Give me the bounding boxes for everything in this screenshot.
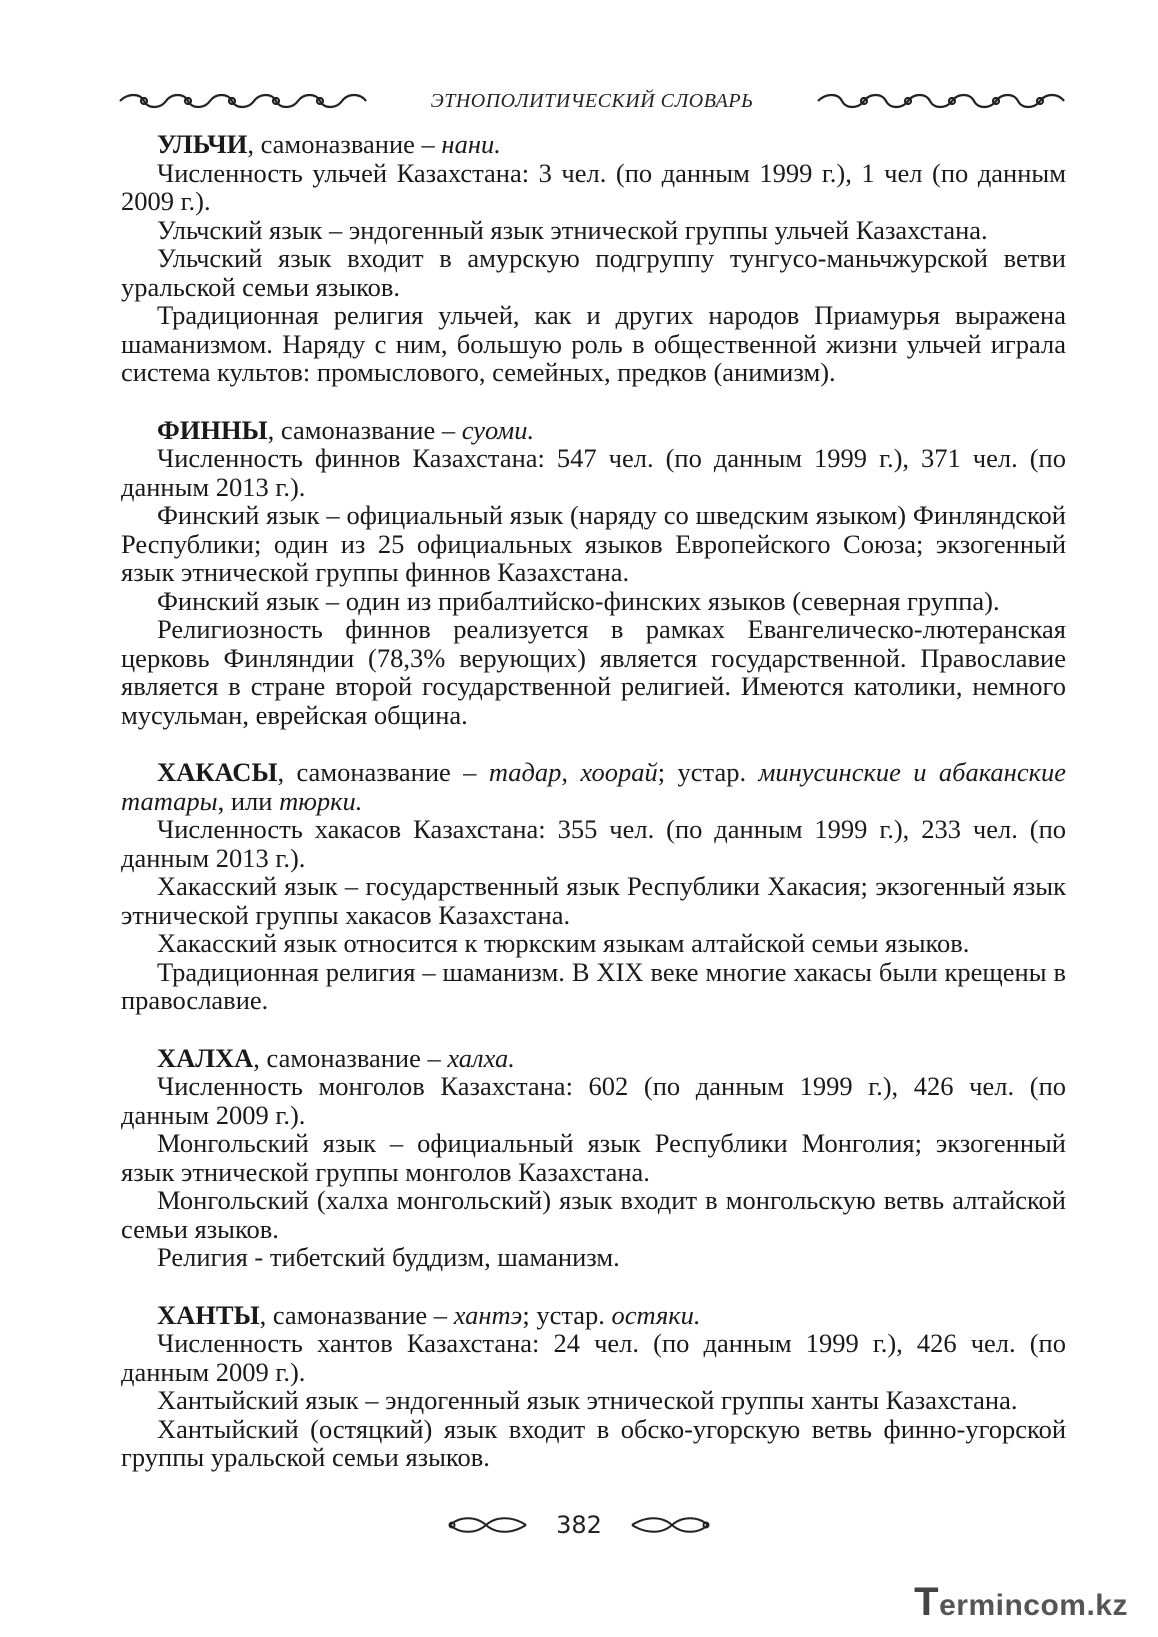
heading-text: , самоназвание – — [253, 1042, 448, 1073]
heading-text: , самоназвание – — [247, 129, 442, 159]
entry-khanty — [121, 1301, 1066, 1472]
heading-text: , самоназвание – — [277, 757, 489, 787]
entry-heading — [121, 758, 1066, 815]
watermark-text: ermincom.kz — [939, 1589, 1128, 1622]
paragraph: Численность хантов Казахстана: 24 чел. (по данным 1999 г.), 426 чел. (по данным 2009 г.). — [121, 1328, 1066, 1387]
ornament-right-icon — [816, 90, 1066, 112]
entry-term: ФИННЫ — [157, 414, 268, 445]
paragraph: Традиционная религия – шаманизм. В XIX веке многие хакасы были крещены в православие. — [121, 956, 1066, 1015]
watermark-initial: T — [914, 1580, 940, 1624]
self-name: хантэ — [453, 1299, 523, 1330]
entry-khakasy — [121, 758, 1066, 1015]
paragraph: Монгольский язык – официальный язык Республики Монголия; экзогенный язык этнической группы монголов Казахстана. — [121, 1128, 1066, 1187]
flourish-left-icon — [446, 1514, 530, 1536]
self-name: халха. — [447, 1042, 515, 1073]
entry-term: ХАЛХА — [157, 1042, 254, 1073]
heading-text: , самоназвание – — [267, 414, 462, 445]
paragraph: Религия - тибетский буддизм, шаманизм. — [157, 1242, 620, 1272]
entry-ulchi — [121, 130, 1066, 387]
page-footer — [0, 1508, 1158, 1542]
page-number: 382 — [556, 1511, 602, 1539]
entry-finny — [121, 416, 1066, 730]
paragraph: Численность финнов Казахстана: 547 чел. (по данным 1999 г.), 371 чел. (по данным 2013 г.). — [121, 443, 1066, 502]
paragraph: Хакасский язык относится к тюркским языкам алтайской семьи языков. — [157, 928, 970, 958]
heading-text: ; устар. — [657, 757, 759, 787]
paragraph: Финский язык – один из прибалтийско-финских языков (северная группа). — [157, 585, 1000, 616]
entry-heading — [121, 1301, 1066, 1330]
paragraph: Монгольский (халха монгольский) язык входит в монгольскую ветвь алтайской семьи языков. — [121, 1185, 1066, 1244]
heading-text: , самоназвание – — [259, 1299, 454, 1330]
paragraph: Хантыйский (остяцкий) язык входит в обско-угорскую ветвь финно-угорской группы уральской семьи языков. — [121, 1413, 1066, 1472]
dictionary-content — [121, 130, 1066, 1501]
paragraph: Численность хакасов Казахстана: 355 чел. (по данным 1999 г.), 233 чел. (по данным 2013 г.). — [121, 814, 1066, 873]
paragraph: Традиционная религия ульчей, как и других народов Приамурья выражена шаманизмом. Наряду с ним, большую роль в общественной жизни ульчей играла система культов: промыслового, семейных, предков (анимизм). — [121, 300, 1066, 387]
heading-text: ; устар. — [522, 1299, 612, 1330]
paragraph: Ульчский язык – эндогенный язык этнической группы ульчей Казахстана. — [157, 214, 988, 245]
old-name: остяки. — [611, 1299, 701, 1330]
paragraph: Хакасский язык – государственный язык Республики Хакасия; экзогенный язык этнической группы хакасов Казахстана. — [121, 871, 1066, 930]
paragraph: Ульчский язык входит в амурскую подгруппу тунгусо-маньчжурской ветви уральской семьи языков. — [121, 243, 1066, 302]
entry-heading — [121, 130, 1066, 159]
paragraph: Финский язык – официальный язык (наряду со шведским языком) Финляндской Республики; один из 25 официальных языков Европейского Союза; экзогенный язык этнической группы финнов Казахстана. — [121, 500, 1066, 587]
entry-khalkha — [121, 1044, 1066, 1272]
paragraph: Численность монголов Казахстана: 602 (по данным 1999 г.), 426 чел. (по данным 2009 г.). — [121, 1071, 1066, 1130]
heading-text: , или — [217, 785, 280, 816]
paragraph: Численность ульчей Казахстана: 3 чел. (по данным 1999 г.), 1 чел (по данным 2009 г.). — [121, 157, 1066, 216]
entry-heading — [121, 416, 1066, 445]
entry-heading — [121, 1044, 1066, 1073]
watermark-logo — [914, 1580, 1128, 1625]
alt-name: тюрки. — [279, 785, 363, 816]
header-title: ЭТНОПОЛИТИЧЕСКИЙ СЛОВАРЬ — [430, 89, 754, 112]
entry-term: ХАКАСЫ — [157, 757, 278, 787]
running-header — [118, 84, 1066, 118]
self-name: нани. — [441, 129, 501, 159]
entry-term: УЛЬЧИ — [157, 129, 248, 159]
paragraph: Религиозность финнов реализуется в рамках Евангелическо-лютеранская церковь Финляндии (78,3% верующих) является государственной. Православие является в стране второй государственной религией. Имеются католики, немного мусульман, еврейская община. — [121, 614, 1066, 730]
paragraph: Хантыйский язык – эндогенный язык этнической группы ханты Казахстана. — [157, 1385, 1018, 1415]
entry-term: ХАНТЫ — [157, 1299, 260, 1330]
ornament-left-icon — [118, 90, 368, 112]
flourish-right-icon — [628, 1514, 712, 1536]
self-name: суоми. — [461, 414, 535, 445]
self-name: тадар, хоорай — [488, 757, 658, 787]
old-name: минусинские и абаканские татары — [121, 757, 1067, 816]
